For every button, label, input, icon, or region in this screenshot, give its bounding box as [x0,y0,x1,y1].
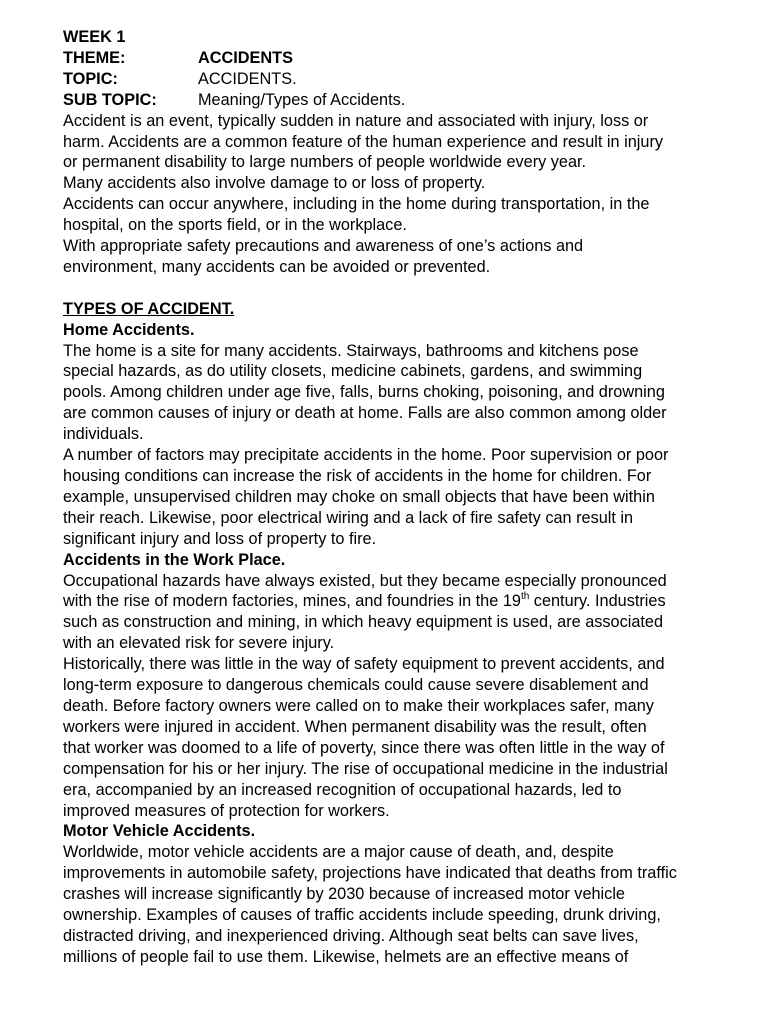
body-line: with an elevated risk for severe injury. [63,634,335,653]
home-section [63,341,733,550]
body-line: era, accompanied by an increased recognition of occupational hazards, led to [63,780,622,799]
century-text-after: century. Industries [529,592,666,611]
body-line: housing conditions can increase the risk of accidents in the home for children. For [63,467,652,486]
body-line: Worldwide, motor vehicle accidents are a major cause of death, and, despite [63,843,614,862]
body-line: or permanent disability to large numbers of people worldwide every year. [63,153,587,172]
body-line: long-term exposure to dangerous chemicals could cause severe disablement and [63,676,649,695]
body-line: Occupational hazards have always existed, but they became especially pronounced [63,571,667,590]
theme-value: ACCIDENTS [198,48,293,67]
body-line: their reach. Likewise, poor electrical wiring and a lack of fire safety can result in [63,508,634,527]
work-heading: Accidents in the Work Place. [63,550,286,569]
body-line: crashes will increase significantly by 2030 because of increased motor vehicle [63,885,625,904]
body-line: individuals. [63,425,144,444]
body-line: Accident is an event, typically sudden in nature and associated with injury, loss or [63,111,649,130]
topic-label: TOPIC: [63,69,118,88]
body-line: Many accidents also involve damage to or loss of property. [63,174,486,193]
body-line: A number of factors may precipitate accidents in the home. Poor supervision or poor [63,446,669,465]
body-line: significant injury and loss of property to fire. [63,529,377,548]
subtopic-label: SUB TOPIC: [63,90,157,109]
body-line-with-superscript [63,591,733,612]
ordinal-superscript: th [520,591,530,603]
motor-heading: Motor Vehicle Accidents. [63,822,256,841]
body-line: that worker was doomed to a life of poverty, since there was often little in the way of [63,738,665,757]
intro-paragraph [63,111,733,278]
motor-section [63,842,733,967]
body-line: With appropriate safety precautions and awareness of one’s actions and [63,237,584,256]
body-line: example, unsupervised children may choke on small objects that have been within [63,487,655,506]
body-line: Historically, there was little in the way of safety equipment to prevent accidents, and [63,655,665,674]
document-page [63,27,733,968]
body-line: Accidents can occur anywhere, including in the home during transportation, in the [63,195,650,214]
body-line: are common causes of injury or death at home. Falls are also common among older [63,404,667,423]
body-line: The home is a site for many accidents. Stairways, bathrooms and kitchens pose [63,341,639,360]
body-line: special hazards, as do utility closets, medicine cabinets, gardens, and swimming [63,362,643,381]
body-line: improved measures of protection for workers. [63,801,390,820]
types-heading: TYPES OF ACCIDENT. [63,299,235,318]
topic-row [63,69,733,90]
body-line: compensation for his or her injury. The rise of occupational medicine in the industrial [63,759,668,778]
home-heading: Home Accidents. [63,320,195,339]
subtopic-row [63,90,733,111]
topic-value: ACCIDENTS. [198,69,297,88]
work-section [63,571,733,822]
week-label: WEEK 1 [63,28,126,46]
theme-label: THEME: [63,48,126,67]
theme-row [63,48,733,69]
body-line: ownership. Examples of causes of traffic accidents include speeding, drunk driving, [63,906,661,925]
century-text: with the rise of modern factories, mines, and foundries in the 19 [63,592,521,611]
body-line: harm. Accidents are a common feature of the human experience and result in injury [63,132,664,151]
body-line: workers were injured in accident. When permanent disability was the result, often [63,717,647,736]
body-line: hospital, on the sports field, or in the workplace. [63,216,407,235]
spacer [63,278,733,299]
body-line: death. Before factory owners were called on to make their workplaces safer, many [63,696,654,715]
body-line: environment, many accidents can be avoided or prevented. [63,257,491,276]
body-line: improvements in automobile safety, projections have indicated that deaths from traffic [63,864,677,883]
body-line: distracted driving, and inexperienced driving. Although seat belts can save lives, [63,926,639,945]
body-line: millions of people fail to use them. Likewise, helmets are an effective means of [63,947,629,966]
body-line: such as construction and mining, in which heavy equipment is used, are associated [63,613,664,632]
subtopic-value: Meaning/Types of Accidents. [198,90,406,109]
body-line: pools. Among children under age five, falls, burns choking, poisoning, and drowning [63,383,665,402]
